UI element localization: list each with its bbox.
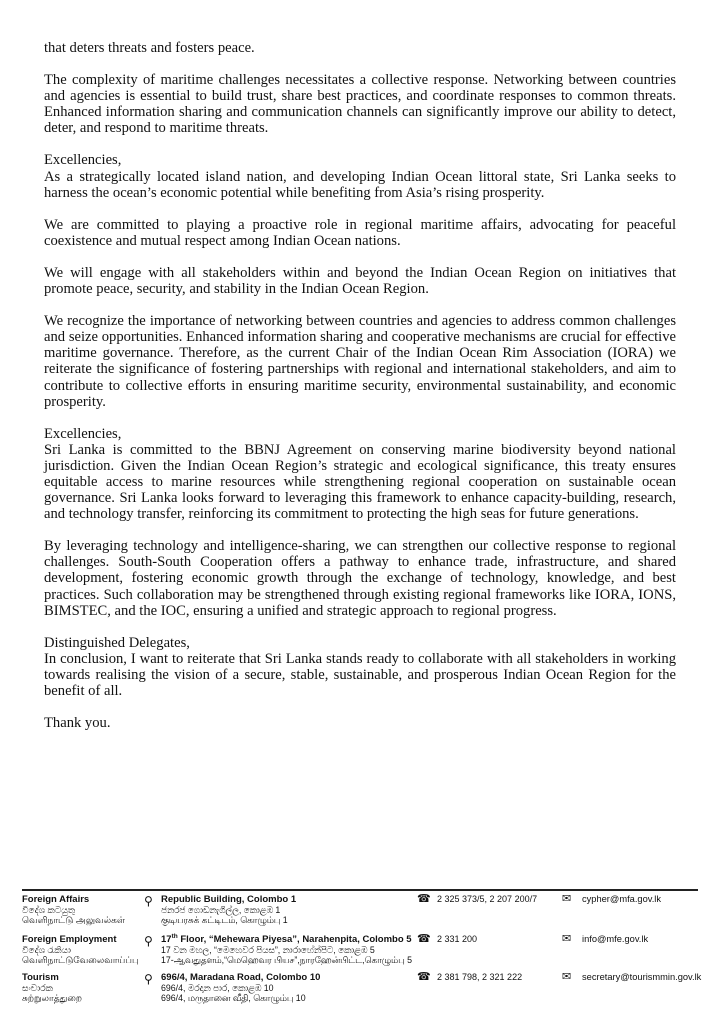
org-name-tamil: வெளிநாட்டுவேலைவாய்ப்பு xyxy=(22,955,139,965)
envelope-icon: ✉ xyxy=(562,933,572,945)
speech-paragraph-stakeholders: We will engage with all stakeholders within and beyond the Indian Ocean Region on initiatives that promote peace, security, and stability in the Indian Ocean Region. xyxy=(44,264,676,298)
speech-paragraph-proactive-role: We are committed to playing a proactive role in regional maritime affairs, advocating for peaceful coexistence and mutual respect among Indian Ocean nations. xyxy=(44,216,676,249)
address-tamil: 17-ஆவதுதளம்,“மெஹெவர பியச”,நாரஹேன்பிட்ட,கொழும்பு 5 xyxy=(161,955,413,965)
telephone-icon: ☎ xyxy=(417,971,431,983)
org-name-tamil: வெளிநாட்டு அலுவல்கள் xyxy=(22,915,125,925)
address-sinhala: 17 වන මහල, “මෙහෙවර පියස”, නාරාහේන්පිට, කොළඹ 5 xyxy=(161,945,375,955)
closing-thank-you: Thank you. xyxy=(44,715,111,732)
speech-paragraph-conclusion xyxy=(44,635,676,699)
address-floor-ordinal: th xyxy=(171,932,178,940)
phone-number: 2 325 373/5, 2 207 200/7 xyxy=(437,894,538,904)
phone-number: 2 331 200 xyxy=(437,934,478,944)
address-english xyxy=(161,934,421,945)
phone-number: 2 381 798, 2 321 222 xyxy=(437,972,523,982)
telephone-icon: ☎ xyxy=(417,933,431,945)
salutation-distinguished-delegates: Distinguished Delegates, xyxy=(44,634,190,651)
org-email xyxy=(562,894,702,905)
footer-divider xyxy=(22,889,698,891)
org-name-tamil: சுற்றுலாத்துறை xyxy=(22,993,83,1003)
org-email xyxy=(562,972,702,983)
org-phone xyxy=(417,894,552,905)
speech-paragraph-south-south: By leveraging technology and intelligence-sharing, we can strengthen our collective response to regional challenges. South-South Cooperation offers a pathway to enhance trade, infrastructure, and shared development, fostering economic growth through the exchange of technology, knowledge, and best practices. Such collaboration may be strengthened through existing regional frameworks like IORA, IONS, BIMSTEC, and the IOC, ensuring a unified and strategic approach to regional progress. xyxy=(44,538,676,619)
org-name-sinhala: සංචාරක xyxy=(22,983,53,993)
org-name xyxy=(22,934,137,965)
location-pin-icon: ⚲ xyxy=(144,894,153,908)
email-address[interactable]: secretary@tourismmin.gov.lk xyxy=(582,972,702,982)
address-tamil: 696/4, மருதானை வீதி, கொழும்பு 10 xyxy=(161,993,306,1003)
footer-row-foreign-employment xyxy=(22,934,698,972)
address-floor-number: 17 xyxy=(161,934,172,945)
org-name-sinhala: විදේශ කටයුතු xyxy=(22,905,76,915)
org-email xyxy=(562,934,702,945)
address-english: 696/4, Maradana Road, Colombo 10 xyxy=(161,972,321,983)
org-phone xyxy=(417,972,552,983)
address-tamil: குடியரசுக் கட்டிடம், கொழும்பு 1 xyxy=(161,915,288,925)
org-name xyxy=(22,972,137,1003)
org-name-english: Tourism xyxy=(22,972,59,983)
speech-paragraph-island-nation xyxy=(44,152,676,200)
org-name-english: Foreign Employment xyxy=(22,934,117,945)
email-address[interactable]: info@mfe.gov.lk xyxy=(582,934,649,944)
address-sinhala: 696/4, මරදාන පාර, කොළඹ 10 xyxy=(161,983,274,993)
speech-text-bbnj: Sri Lanka is committed to the BBNJ Agreement on conserving marine biodiversity beyond national jurisdiction. Given the Indian Ocean Region’s strategic and ecological significance, this treaty ensures equitable access to marine resources while strengthening regional cooperation on sustainable ocean governance. Sri Lanka looks forward to leveraging this framework to enhance capacity-building, research, and technology transfer, reinforcing its commitment to protecting the high seas for future generations. xyxy=(44,441,676,523)
footer-row-foreign-affairs xyxy=(22,894,698,934)
letterhead-footer xyxy=(22,893,702,1012)
location-pin-icon: ⚲ xyxy=(144,972,153,986)
org-phone xyxy=(417,934,552,945)
speech-paragraph-continued: that deters threats and fosters peace. xyxy=(44,40,255,56)
org-name xyxy=(22,894,137,925)
location-pin-icon: ⚲ xyxy=(144,934,153,948)
telephone-icon: ☎ xyxy=(417,893,431,905)
envelope-icon: ✉ xyxy=(562,971,572,983)
speech-text-island-nation: As a strategically located island nation, and developing Indian Ocean littoral state, Sri Lanka seeks to harness the ocean’s economic potential while benefiting from Asia’s rising prosperity. xyxy=(44,168,676,201)
org-name-sinhala: විදේශ රැකියා xyxy=(22,945,71,955)
email-address[interactable]: cypher@mfa.gov.lk xyxy=(582,894,662,904)
speech-text-conclusion: In conclusion, I want to reiterate that Sri Lanka stands ready to collaborate with all stakeholders in working towards realising the vision of a secure, stable, sustainable, and prosperous Indian Ocean Region for the benefit of all. xyxy=(44,650,676,699)
address-english: Republic Building, Colombo 1 xyxy=(161,894,297,905)
org-name-english: Foreign Affairs xyxy=(22,894,90,905)
address-street: Floor, “Mehewara Piyesa”, Narahenpita, Colombo 5 xyxy=(177,934,412,945)
salutation-excellencies: Excellencies, xyxy=(44,425,122,442)
speech-paragraph-bbnj xyxy=(44,426,676,523)
speech-body xyxy=(44,40,676,747)
envelope-icon: ✉ xyxy=(562,893,572,905)
speech-paragraph-maritime-challenges: The complexity of maritime challenges necessitates a collective response. Networking between countries and agencies is essential to build trust, share best practices, and coordinate responses to common threats. Enhanced information sharing and communication channels can significantly improve our ability to detect, deter, and respond to maritime threats. xyxy=(44,72,676,137)
speech-paragraph-iora: We recognize the importance of networking between countries and agencies to address common challenges and seize opportunities. Enhanced information sharing and cooperative mechanisms are crucial for effective maritime governance. Therefore, as the current Chair of the Indian Ocean Rim Association (IORA) we reiterate the significance of fostering partnerships with regional and international stakeholders, and aim to contribute to collective efforts in ensuring maritime security, environmental sustainability, and economic prosperity. xyxy=(44,313,676,410)
address-sinhala: ජනරජ ගොඩනැගිල්ල, කොළඹ 1 xyxy=(161,905,281,915)
footer-row-tourism xyxy=(22,971,702,1012)
salutation-excellencies: Excellencies, xyxy=(44,152,122,169)
